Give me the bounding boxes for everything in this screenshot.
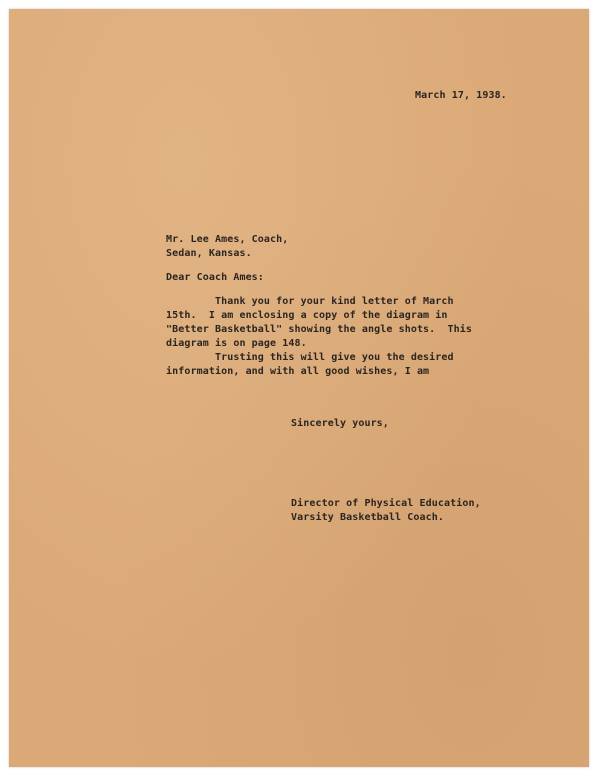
- recipient-location: Sedan, Kansas.: [166, 248, 252, 259]
- letter-date: March 17, 1938.: [415, 90, 507, 101]
- body-paragraph-1: Thank you for your kind letter of March 15th. I am enclosing a copy of the diagram in "Better Basketball" showing the angle shots. This diagram is on page 148.: [166, 296, 473, 349]
- signature-title-1: Director of Physical Education,: [291, 498, 481, 509]
- body-paragraph-2: Trusting this will give you the desired information, and with all good wishes, I am: [166, 352, 454, 377]
- letter-page: [9, 9, 589, 767]
- signature-title-2: Varsity Basketball Coach.: [291, 512, 445, 523]
- recipient-name: Mr. Lee Ames, Coach,: [166, 234, 289, 245]
- closing: Sincerely yours,: [291, 418, 389, 429]
- salutation: Dear Coach Ames:: [166, 272, 264, 283]
